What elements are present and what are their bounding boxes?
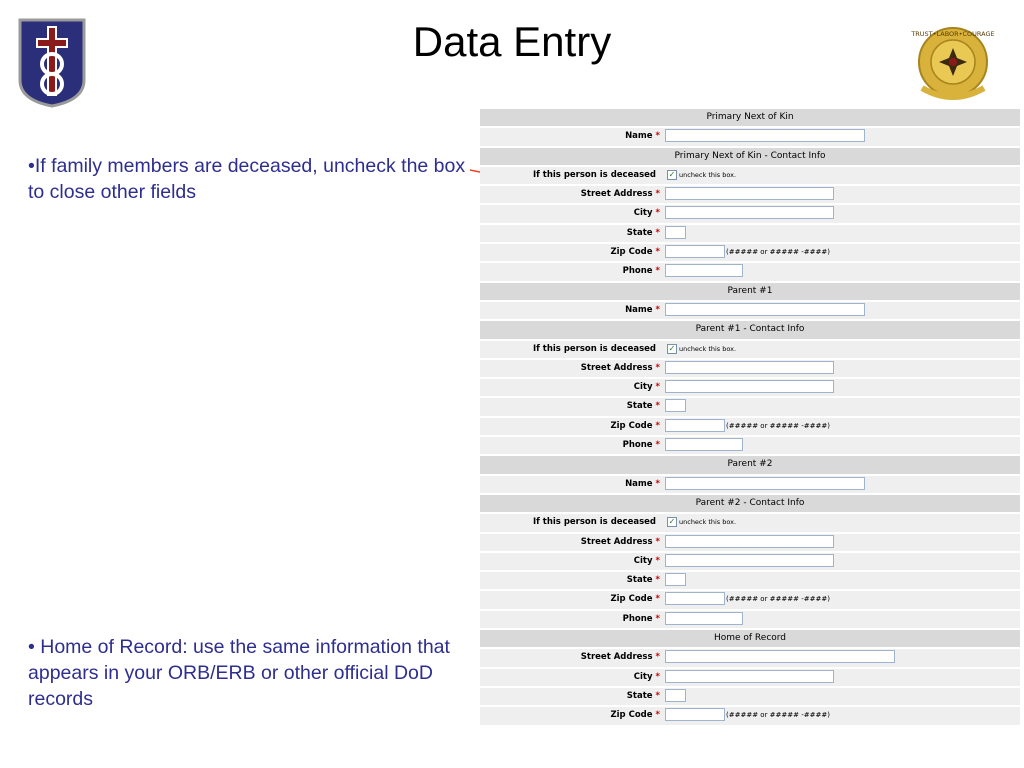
pnok-phone-input[interactable] [665, 264, 743, 277]
row-pnok-state [480, 225, 1020, 242]
label-street: Street Address * [580, 536, 660, 547]
parent2-city-input[interactable] [665, 554, 834, 567]
pnok-zip-input[interactable] [665, 245, 725, 258]
row-hor-zip [480, 707, 1020, 724]
bullet-home-of-record: • Home of Record: use the same information that appears in your ORB/ERB or other official DoD records [28, 636, 450, 710]
zip-hint: (##### or ##### -####) [726, 595, 830, 604]
section-parent-1-contact: Parent #1 - Contact Info [480, 321, 1020, 338]
label-zip: Zip Code * [610, 420, 660, 431]
bullet-deceased: •If family members are deceased, uncheck the box to close other fields [28, 155, 466, 203]
row-pnok-phone [480, 263, 1020, 280]
label-zip: Zip Code * [610, 594, 660, 605]
label-phone: Phone * [622, 440, 660, 451]
label-city: City * [633, 555, 660, 566]
row-parent2-city [480, 553, 1020, 570]
section-pnok-contact: Primary Next of Kin - Contact Info [480, 148, 1020, 165]
row-parent1-state [480, 398, 1020, 415]
zip-hint: (##### or ##### -####) [726, 711, 830, 720]
hor-city-input[interactable] [665, 670, 834, 683]
row-pnok-deceased [480, 167, 1020, 184]
section-parent-2-contact: Parent #2 - Contact Info [480, 495, 1020, 512]
row-parent2-phone [480, 611, 1020, 628]
row-parent1-street [480, 360, 1020, 377]
parent2-street-input[interactable] [665, 535, 834, 548]
row-parent2-state [480, 572, 1020, 589]
label-state: State * [626, 401, 660, 412]
section-primary-next-of-kin: Primary Next of Kin [480, 109, 1020, 126]
row-hor-state [480, 688, 1020, 705]
label-state: State * [626, 690, 660, 701]
hor-state-input[interactable] [665, 689, 686, 702]
crest-icon [910, 22, 996, 113]
row-pnok-street [480, 186, 1020, 203]
pnok-state-input[interactable] [665, 226, 686, 239]
unit-patch-icon [16, 16, 88, 113]
label-street: Street Address * [580, 189, 660, 200]
parent2-zip-input[interactable] [665, 592, 725, 605]
parent2-deceased-checkbox[interactable]: ✓ [668, 517, 676, 527]
row-hor-city [480, 669, 1020, 686]
row-parent1-zip [480, 418, 1020, 435]
row-pnok-zip [480, 244, 1020, 261]
uncheck-hint: uncheck this box. [679, 518, 737, 527]
label-street: Street Address * [580, 652, 660, 663]
parent1-state-input[interactable] [665, 399, 686, 412]
row-pnok-city [480, 205, 1020, 222]
parent2-name-input[interactable] [665, 477, 865, 490]
row-parent2-street [480, 534, 1020, 551]
row-parent1-deceased [480, 341, 1020, 358]
label-state: State * [626, 575, 660, 586]
label-name: Name * [625, 478, 660, 489]
parent1-name-input[interactable] [665, 303, 865, 316]
label-deceased: If this person is deceased [532, 343, 656, 354]
label-city: City * [633, 671, 660, 682]
uncheck-hint: uncheck this box. [679, 170, 737, 179]
row-parent1-phone [480, 437, 1020, 454]
parent1-city-input[interactable] [665, 380, 834, 393]
label-phone: Phone * [622, 613, 660, 624]
label-name: Name * [625, 304, 660, 315]
zip-hint: (##### or ##### -####) [726, 421, 830, 430]
label-street: Street Address * [580, 362, 660, 373]
section-home-of-record: Home of Record [480, 630, 1020, 647]
pnok-deceased-checkbox[interactable]: ✓ [668, 169, 676, 179]
crest-motto: TRUST•LABOR•COURAGE [911, 30, 995, 38]
label-city: City * [633, 382, 660, 393]
parent2-state-input[interactable] [665, 573, 686, 586]
label-deceased: If this person is deceased [532, 517, 656, 528]
parent1-street-input[interactable] [665, 361, 834, 374]
row-parent1-city [480, 379, 1020, 396]
row-parent2-zip [480, 591, 1020, 608]
parent1-phone-input[interactable] [665, 438, 743, 451]
pnok-city-input[interactable] [665, 206, 834, 219]
hor-zip-input[interactable] [665, 708, 725, 721]
parent2-phone-input[interactable] [665, 612, 743, 625]
parent1-deceased-checkbox[interactable]: ✓ [668, 343, 676, 353]
parent1-zip-input[interactable] [665, 419, 725, 432]
kin-form [480, 109, 1020, 727]
hor-street-input[interactable] [665, 650, 895, 663]
uncheck-hint: uncheck this box. [679, 344, 737, 353]
pnok-street-input[interactable] [665, 187, 834, 200]
label-state: State * [626, 227, 660, 238]
section-parent-2: Parent #2 [480, 456, 1020, 473]
section-parent-1: Parent #1 [480, 283, 1020, 300]
label-phone: Phone * [622, 266, 660, 277]
label-name: Name * [625, 131, 660, 142]
row-parent2-deceased [480, 514, 1020, 531]
row-pnok-name [480, 128, 1020, 145]
label-city: City * [633, 208, 660, 219]
zip-hint: (##### or ##### -####) [726, 248, 830, 257]
label-deceased: If this person is deceased [532, 169, 656, 180]
label-zip: Zip Code * [610, 247, 660, 258]
row-parent2-name [480, 476, 1020, 493]
slide-title: Data Entry [412, 18, 612, 65]
row-parent1-name [480, 302, 1020, 319]
row-hor-street [480, 649, 1020, 666]
pnok-name-input[interactable] [665, 129, 865, 142]
label-zip: Zip Code * [610, 710, 660, 721]
